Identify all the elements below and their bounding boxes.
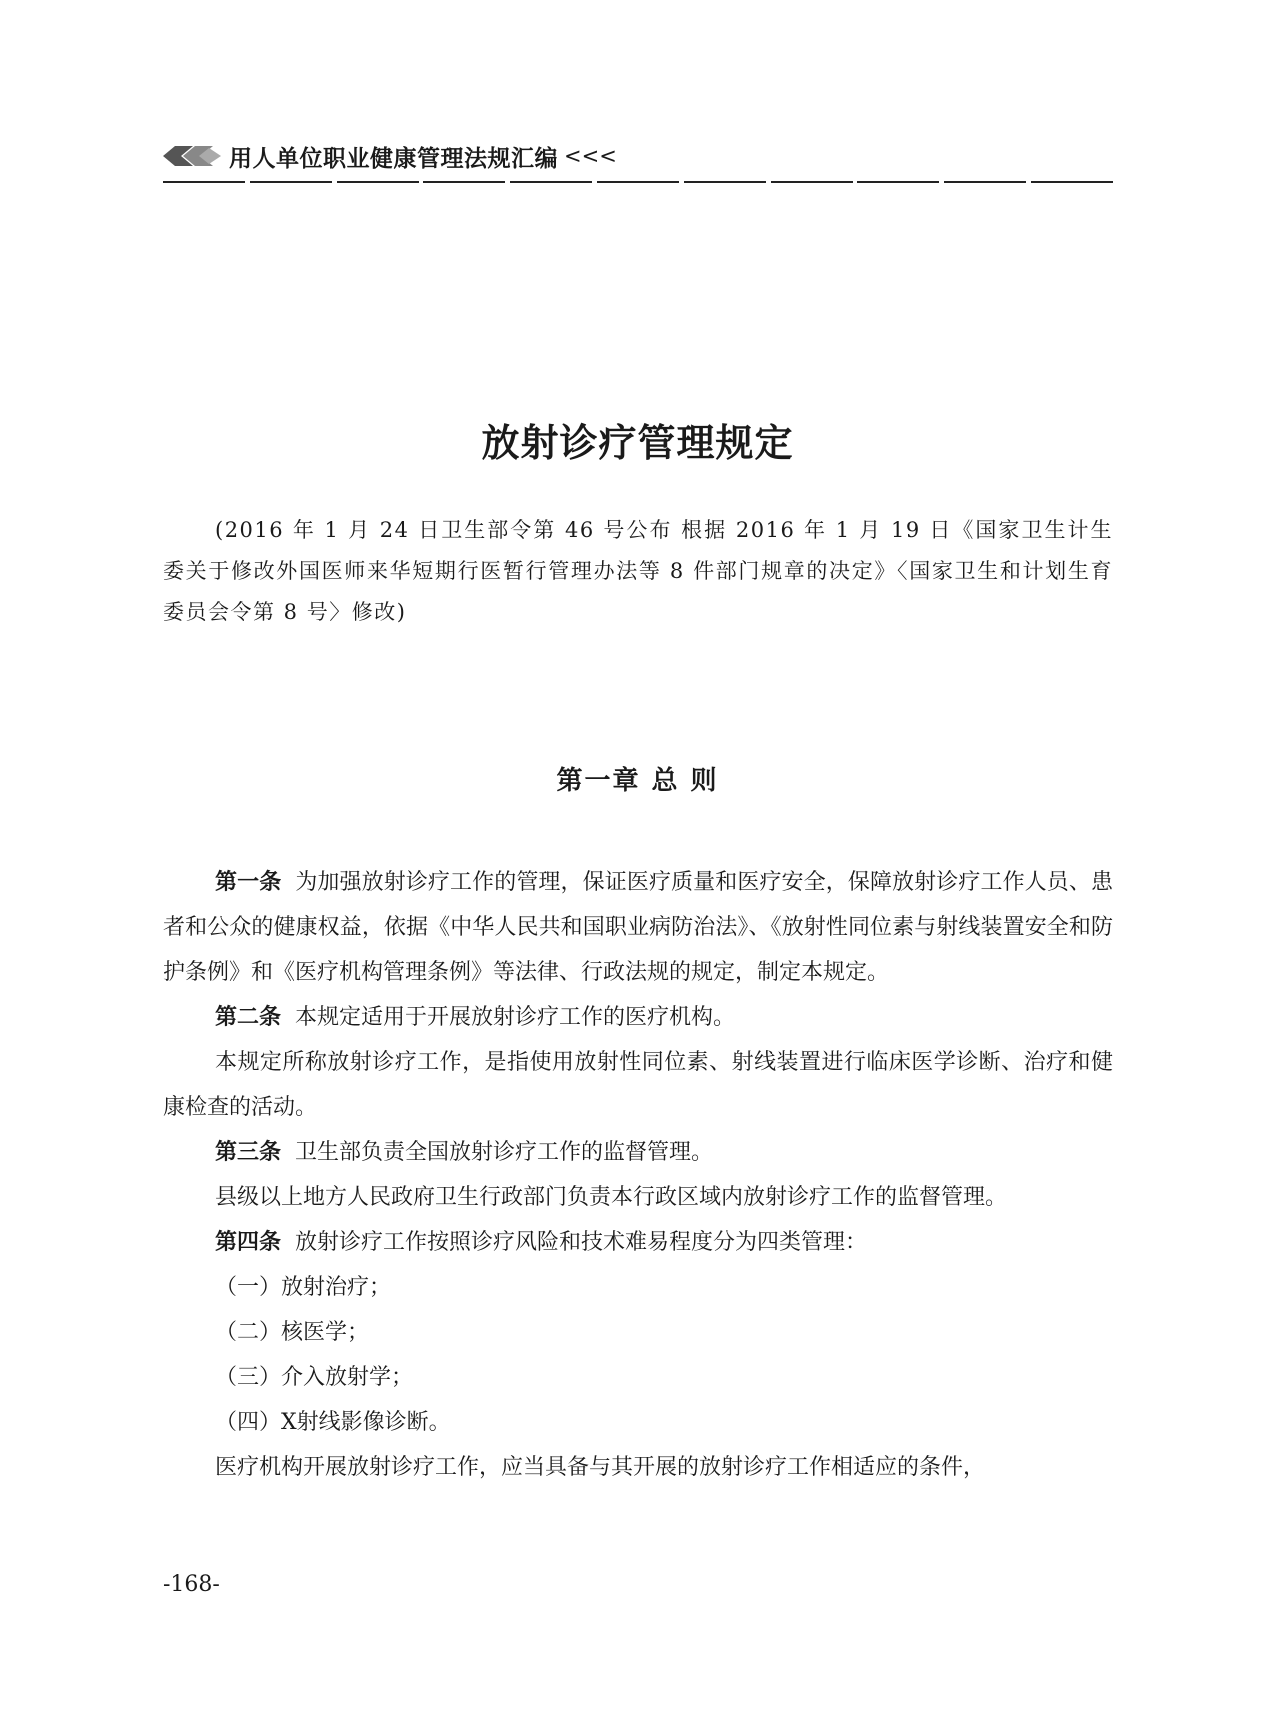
double-arrow-logo-icon: [163, 145, 221, 167]
header-dashed-rule: [163, 181, 1113, 183]
list-item: （三）介入放射学；: [215, 1365, 414, 1390]
running-header: [163, 136, 1113, 196]
article-4-paragraph-last: 医疗机构开展放射诊疗工作，应当具备与其开展的放射诊疗工作相适应的条件，: [215, 1455, 986, 1480]
article-3-paragraph-2: 县级以上地方人民政府卫生行政部门负责本行政区域内放射诊疗工作的监督管理。: [215, 1185, 1008, 1210]
body-text: [163, 860, 1113, 1490]
list-item: （二）核医学；: [215, 1320, 370, 1345]
article-2: [163, 995, 1113, 1040]
article-label: 第二条: [215, 1005, 282, 1030]
article-3: [163, 1130, 1113, 1175]
list-item: （一）放射治疗；: [215, 1275, 392, 1300]
article-1: [163, 860, 1113, 995]
article-text: 本规定适用于开展放射诊疗工作的医疗机构。: [295, 1005, 736, 1030]
article-2-paragraph-2: 本规定所称放射诊疗工作，是指使用放射性同位素、射线装置进行临床医学诊断、治疗和健康检查的活动。: [163, 1050, 1113, 1120]
chapter-heading: 第一章 总 则: [556, 766, 719, 796]
article-label: 第三条: [215, 1140, 282, 1165]
article-label: 第四条: [215, 1230, 282, 1255]
article-text: 为加强放射诊疗工作的管理，保证医疗质量和医疗安全，保障放射诊疗工作人员、患者和公众的健康权益，依据《中华人民共和国职业病防治法》、《放射性同位素与射线装置安全和防护条例》和《医疗机构管理条例》等法律、行政法规的规定，制定本规定。: [163, 870, 1113, 985]
document-title: 放射诊疗管理规定: [481, 421, 794, 465]
header-title: 用人单位职业健康管理法规汇编: [229, 145, 558, 172]
header-chevrons: <<<: [564, 144, 617, 168]
article-4: [163, 1220, 1113, 1265]
header-row: [163, 136, 1113, 176]
page-number: -168-: [163, 1572, 220, 1597]
article-text: 放射诊疗工作按照诊疗风险和技术难易程度分为四类管理：: [295, 1230, 868, 1255]
list-item: （四）X射线影像诊断。: [215, 1410, 451, 1435]
promulgation-note: (2016 年 1 月 24 日卫生部令第 46 号公布 根据 2016 年 1 月 19 日《国家卫生计生委关于修改外国医师来华短期行医暂行管理办法等 8 件部门规章的决定》〈国家卫生和计划生育委员会令第 8 号〉修改): [163, 518, 1113, 624]
article-text: 卫生部负责全国放射诊疗工作的监督管理。: [295, 1140, 714, 1165]
article-label: 第一条: [215, 870, 282, 895]
